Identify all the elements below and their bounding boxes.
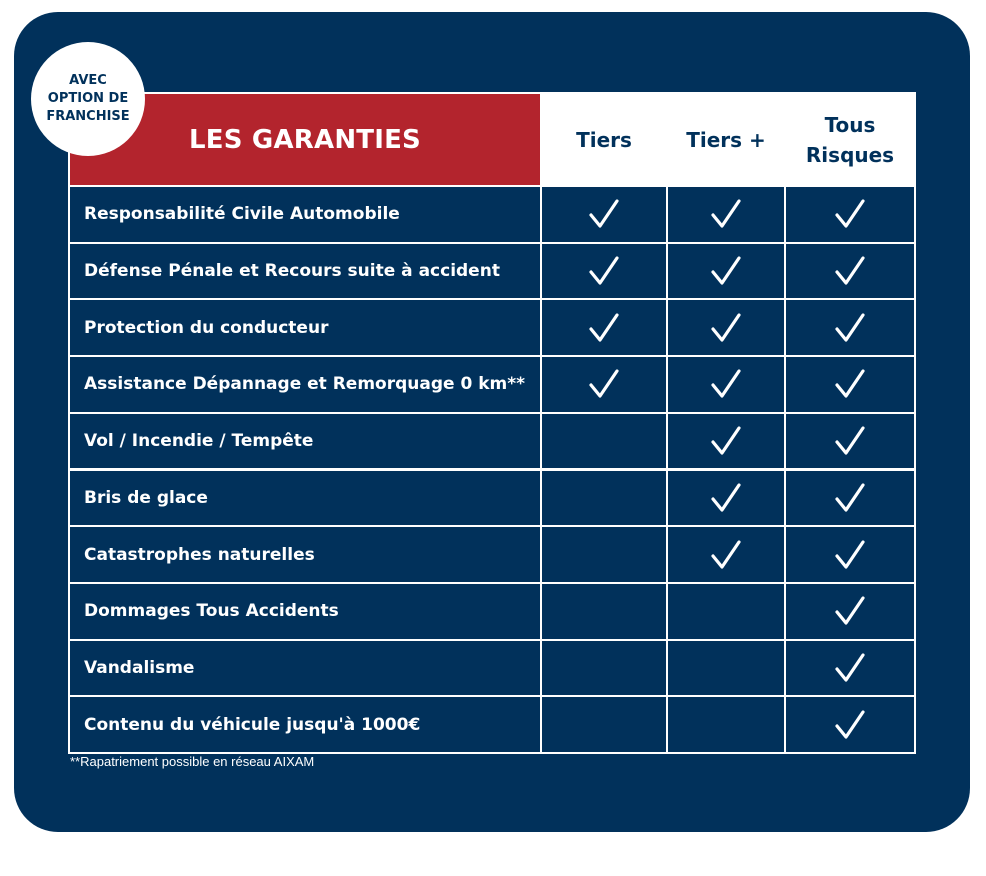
checkmark-icon bbox=[589, 368, 619, 400]
table-cell bbox=[542, 187, 666, 242]
table-cell bbox=[786, 357, 914, 412]
row-label-text: Contenu du véhicule jusqu'à 1000€ bbox=[84, 714, 421, 735]
column-header-text: Tiers + bbox=[686, 127, 766, 152]
checkmark-icon bbox=[835, 652, 865, 684]
column-header-tiers bbox=[542, 94, 666, 185]
table-row-label bbox=[70, 187, 540, 242]
table-row-label bbox=[70, 414, 540, 469]
badge-line: AVEC bbox=[69, 73, 107, 88]
row-label-text: Défense Pénale et Recours suite à accident bbox=[84, 261, 500, 282]
table-cell bbox=[542, 357, 666, 412]
table-cell bbox=[542, 641, 666, 696]
checkmark-icon bbox=[835, 482, 865, 514]
checkmark-icon bbox=[835, 312, 865, 344]
table-cell bbox=[668, 641, 784, 696]
table-cell bbox=[668, 187, 784, 242]
row-label-text: Assistance Dépannage et Remorquage 0 km** bbox=[84, 374, 526, 395]
column-header-text: Risques bbox=[805, 142, 895, 167]
column-header-text: Tiers bbox=[576, 127, 632, 152]
table-cell bbox=[542, 584, 666, 639]
table-cell bbox=[786, 471, 914, 526]
table-row-label bbox=[70, 697, 540, 752]
table-cell bbox=[542, 244, 666, 299]
checkmark-icon bbox=[835, 709, 865, 741]
checkmark-icon bbox=[711, 425, 741, 457]
row-label-text: Protection du conducteur bbox=[84, 317, 329, 338]
table-cell bbox=[786, 414, 914, 469]
table-cell bbox=[668, 697, 784, 752]
checkmark-icon bbox=[711, 312, 741, 344]
table-cell bbox=[786, 187, 914, 242]
column-header-tiers-plus bbox=[668, 94, 784, 185]
checkmark-icon bbox=[589, 198, 619, 230]
checkmark-icon bbox=[711, 482, 741, 514]
checkmark-icon bbox=[589, 255, 619, 287]
table-row-label bbox=[70, 527, 540, 582]
footnote: **Rapatriement possible en réseau AIXAM bbox=[70, 754, 315, 769]
checkmark-icon bbox=[835, 255, 865, 287]
table-cell bbox=[668, 584, 784, 639]
badge-line: OPTION DE bbox=[47, 91, 129, 106]
table-cell bbox=[786, 300, 914, 355]
table-cell bbox=[668, 357, 784, 412]
checkmark-icon bbox=[589, 312, 619, 344]
table-cell bbox=[542, 471, 666, 526]
table-row-label bbox=[70, 300, 540, 355]
checkmark-icon bbox=[835, 198, 865, 230]
table-cell bbox=[542, 300, 666, 355]
row-label-text: Responsabilité Civile Automobile bbox=[84, 204, 400, 225]
table-cell bbox=[542, 414, 666, 469]
row-label-text: Vol / Incendie / Tempête bbox=[84, 431, 314, 452]
table-cell bbox=[786, 584, 914, 639]
table-cell bbox=[542, 697, 666, 752]
checkmark-icon bbox=[835, 368, 865, 400]
table-cell bbox=[542, 527, 666, 582]
row-label-text: Vandalisme bbox=[84, 657, 195, 678]
table-row-label bbox=[70, 641, 540, 696]
table-cell bbox=[786, 697, 914, 752]
table-row-label bbox=[70, 244, 540, 299]
checkmark-icon bbox=[711, 198, 741, 230]
checkmark-icon bbox=[711, 368, 741, 400]
table-cell bbox=[786, 244, 914, 299]
table-cell bbox=[668, 527, 784, 582]
table-row-label bbox=[70, 584, 540, 639]
row-label-text: Catastrophes naturelles bbox=[84, 544, 315, 565]
column-header-text: Tous bbox=[824, 112, 876, 137]
franchise-badge bbox=[31, 42, 145, 156]
checkmark-icon bbox=[835, 425, 865, 457]
table-cell bbox=[786, 641, 914, 696]
badge-line: FRANCHISE bbox=[46, 109, 130, 124]
checkmark-icon bbox=[711, 255, 741, 287]
table-cell bbox=[668, 244, 784, 299]
checkmark-icon bbox=[835, 539, 865, 571]
table-cell bbox=[668, 414, 784, 469]
table-cell bbox=[786, 527, 914, 582]
table-row-label bbox=[70, 471, 540, 526]
guarantees-table bbox=[68, 92, 916, 754]
table-cell bbox=[668, 471, 784, 526]
row-label-text: Dommages Tous Accidents bbox=[84, 601, 339, 622]
checkmark-icon bbox=[711, 539, 741, 571]
checkmark-icon bbox=[835, 595, 865, 627]
column-header-tous-risques bbox=[786, 94, 914, 185]
table-cell bbox=[668, 300, 784, 355]
table-title-text: LES GARANTIES bbox=[189, 124, 421, 155]
table-row-label bbox=[70, 357, 540, 412]
row-label-text: Bris de glace bbox=[84, 487, 208, 508]
